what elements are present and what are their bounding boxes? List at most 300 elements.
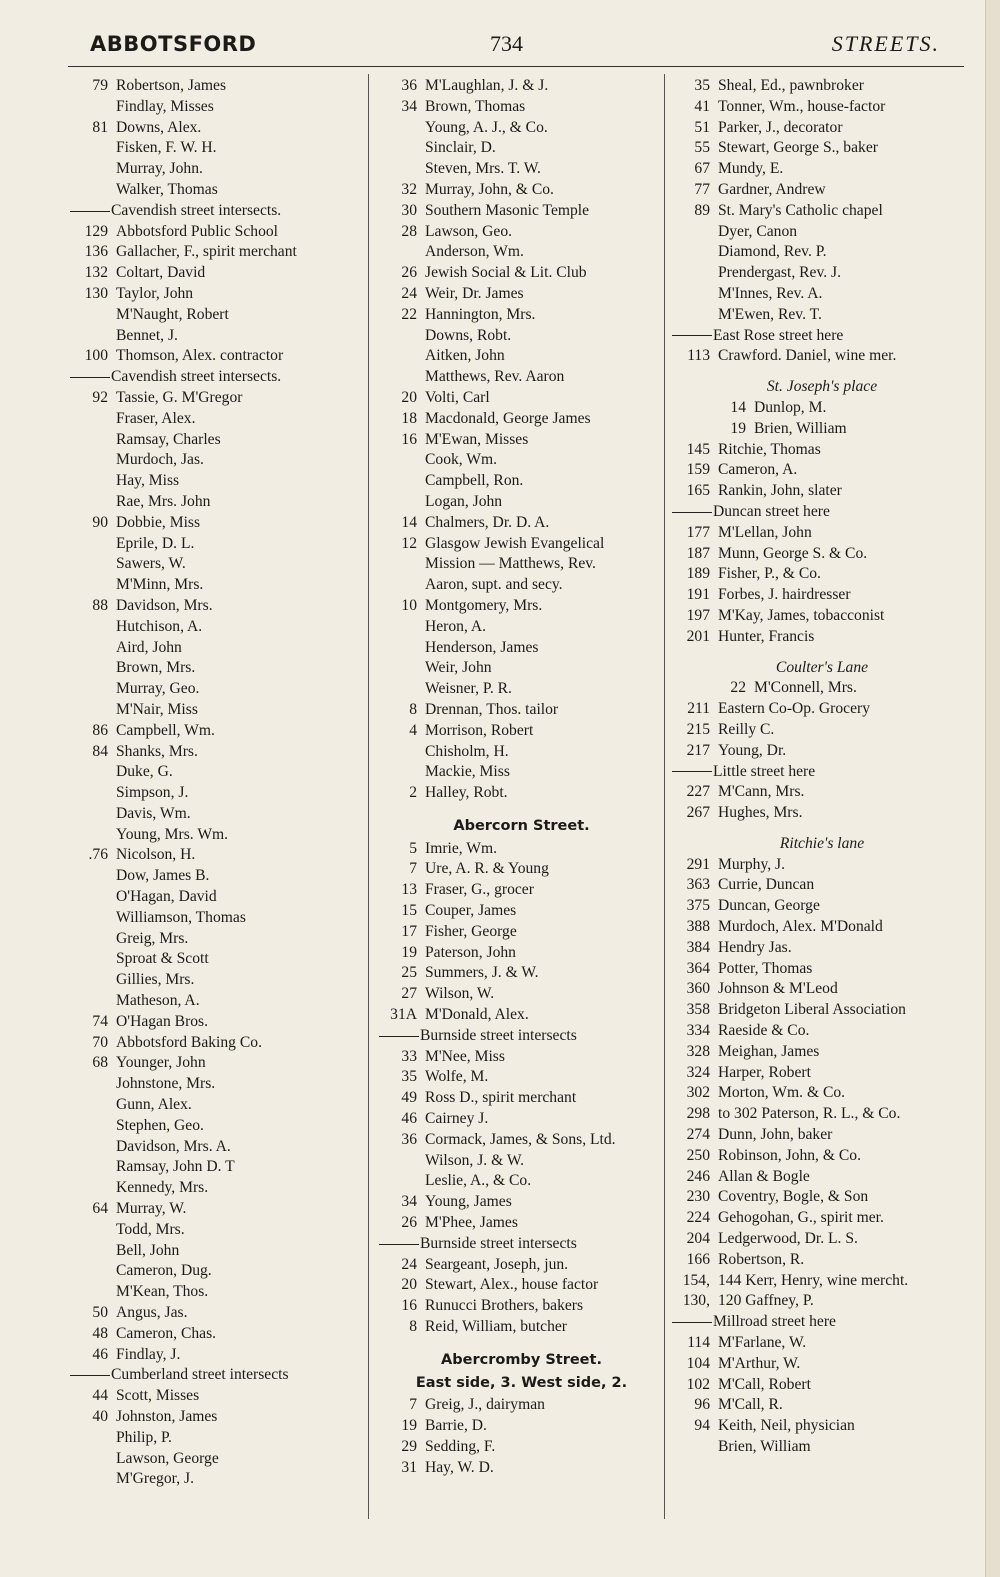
directory-entry <box>379 1317 664 1338</box>
house-number: 24 <box>401 1255 417 1273</box>
occupant-name: Glasgow Jewish Evangelical <box>425 534 605 552</box>
occupant-name: Paterson, John <box>425 943 516 961</box>
occupant-name: M'Minn, Mrs. <box>116 576 204 594</box>
house-number: 384 <box>686 938 710 956</box>
occupant-name: Todd, Mrs. <box>116 1220 185 1238</box>
house-number: 46 <box>401 1110 417 1128</box>
house-number: 159 <box>686 461 710 479</box>
place-heading: Ritchie's lane <box>779 834 865 852</box>
directory-entry <box>70 825 360 846</box>
occupant-name: Sawers, W. <box>116 555 186 573</box>
directory-entry <box>672 1250 972 1271</box>
house-number <box>70 908 116 929</box>
occupant-name: Coventry, Bogle, & Son <box>718 1188 869 1206</box>
house-number <box>70 970 116 991</box>
house-number: 15 <box>401 902 417 920</box>
directory-entry <box>672 1063 972 1084</box>
directory-entry <box>70 97 360 118</box>
occupant-name: St. Mary's Catholic chapel <box>718 201 883 219</box>
directory-entry <box>70 679 360 700</box>
directory-entry <box>672 1187 972 1208</box>
occupant-name: Morrison, Robert <box>425 721 534 739</box>
directory-entry <box>70 430 360 451</box>
occupant-name: Abbotsford Baking Co. <box>116 1033 262 1051</box>
directory-entry <box>379 118 664 139</box>
directory-entry <box>379 513 664 534</box>
house-number <box>70 1220 116 1241</box>
house-number: 363 <box>686 876 710 894</box>
house-number: 191 <box>686 586 710 604</box>
directory-entry <box>379 839 664 860</box>
directory-entry <box>672 118 972 139</box>
occupant-name: Leslie, A., & Co. <box>425 1172 532 1190</box>
page-header <box>90 30 940 64</box>
directory-entry <box>379 242 664 263</box>
occupant-name: Greig, J., dairyman <box>425 1396 545 1414</box>
directory-entry <box>379 880 664 901</box>
directory-entry <box>672 585 972 606</box>
directory-entry <box>672 481 972 502</box>
house-number <box>70 700 116 721</box>
house-number <box>379 450 425 471</box>
directory-entry <box>70 222 360 243</box>
directory-entry <box>70 1012 360 1033</box>
directory-entry <box>379 534 664 555</box>
house-number: 36 <box>401 77 417 94</box>
house-number <box>70 991 116 1012</box>
occupant-name: Meighan, James <box>718 1042 820 1060</box>
directory-entry <box>70 1220 360 1241</box>
house-number: 41 <box>694 97 710 115</box>
directory-entry <box>672 959 972 980</box>
occupant-name: Wilson, W. <box>425 985 495 1003</box>
occupant-name: Cameron, A. <box>718 461 798 479</box>
directory-entry <box>672 979 972 1000</box>
house-number <box>70 1428 116 1449</box>
directory-entry <box>672 564 972 585</box>
intersection-text: Little street here <box>713 762 816 780</box>
occupant-name: Rankin, John, slater <box>718 482 842 500</box>
directory-entry <box>70 1345 360 1366</box>
house-number: 291 <box>686 855 710 873</box>
occupant-name: Gunn, Alex. <box>116 1096 192 1114</box>
directory-entry <box>70 845 360 866</box>
house-number: 34 <box>401 97 417 115</box>
directory-entry <box>70 991 360 1012</box>
directory-entry <box>70 804 360 825</box>
house-number: 86 <box>92 721 108 739</box>
house-number: 267 <box>686 804 710 822</box>
occupant-name: Campbell, Wm. <box>116 721 215 739</box>
directory-entry <box>70 1095 360 1116</box>
directory-entry <box>379 138 664 159</box>
directory-entry <box>672 1104 972 1125</box>
directory-entry <box>379 76 664 97</box>
occupant-name: M'Connell, Mrs. <box>754 679 857 697</box>
house-number <box>379 346 425 367</box>
house-number <box>70 658 116 679</box>
occupant-name: Young, Dr. <box>718 741 787 759</box>
house-number: 334 <box>686 1022 710 1040</box>
directory-entry <box>379 638 664 659</box>
occupant-name: Hutchison, A. <box>116 617 203 635</box>
occupant-name: Mackie, Miss <box>425 763 510 781</box>
directory-entry <box>672 1375 972 1396</box>
occupant-name: Fisher, George <box>425 922 517 940</box>
occupant-name: Abbotsford Public School <box>116 222 278 240</box>
occupant-name: Seargeant, Joseph, jun. <box>425 1255 569 1273</box>
directory-entry <box>70 471 360 492</box>
directory-entry <box>70 742 360 763</box>
occupant-name: Imrie, Wm. <box>425 839 498 857</box>
directory-entry <box>672 263 972 284</box>
occupant-name: Diamond, Rev. P. <box>718 243 827 261</box>
house-number: 130 <box>84 284 108 302</box>
directory-entry <box>70 617 360 638</box>
house-number: 113 <box>687 347 710 365</box>
occupant-name: M'Farlane, W. <box>718 1334 807 1352</box>
dash-rule <box>672 335 712 336</box>
occupant-name: Stewart, George S., baker <box>718 139 878 157</box>
occupant-name: Young, A. J., & Co. <box>425 118 548 136</box>
house-number: 19 <box>401 943 417 961</box>
house-number: 302 <box>686 1084 710 1102</box>
directory-entry <box>70 1241 360 1262</box>
house-number: 19 <box>730 419 746 437</box>
house-number: 215 <box>686 720 710 738</box>
house-number: 2 <box>409 784 417 802</box>
directory-entry <box>672 1354 972 1375</box>
directory-entry <box>672 1437 972 1458</box>
house-number: 44 <box>92 1387 108 1405</box>
directory-entry <box>70 534 360 555</box>
occupant-name: Murphy, J. <box>718 855 785 873</box>
house-number: 102 <box>686 1375 710 1393</box>
directory-entry <box>379 346 664 367</box>
directory-entry <box>672 138 972 159</box>
occupant-name: Dobbie, Miss <box>116 513 201 531</box>
house-number: 364 <box>686 959 710 977</box>
occupant-name: Eastern Co-Op. Grocery <box>718 700 870 718</box>
occupant-name: M'Gregor, J. <box>116 1470 194 1488</box>
occupant-name: Couper, James <box>425 902 517 920</box>
directory-entry <box>672 460 972 481</box>
directory-entry <box>379 783 664 804</box>
occupant-name: Brown, Thomas <box>425 97 526 115</box>
house-number <box>379 762 425 783</box>
occupant-name: Scott, Misses <box>116 1387 200 1405</box>
house-number: 70 <box>92 1033 108 1051</box>
occupant-name: Williamson, Thomas <box>116 908 246 926</box>
house-number: 14 <box>401 513 417 531</box>
house-number: 46 <box>92 1345 108 1363</box>
directory-entry <box>70 554 360 575</box>
occupant-name: Weisner, P. R. <box>425 680 512 698</box>
house-number: 68 <box>92 1054 108 1072</box>
house-number: 26 <box>401 264 417 282</box>
occupant-name: M'Ewan, Misses <box>425 430 529 448</box>
house-number: 13 <box>401 881 417 899</box>
directory-entry <box>672 97 972 118</box>
directory-entry <box>379 1005 664 1026</box>
house-number: 177 <box>686 523 710 541</box>
occupant-name: Ramsay, John D. T <box>116 1158 235 1176</box>
house-number: 27 <box>401 985 417 1003</box>
header-street-name: ABBOTSFORD <box>90 32 257 56</box>
occupant-name: Aitken, John <box>425 347 505 365</box>
directory-entry <box>70 1199 360 1220</box>
house-number: 20 <box>401 388 417 406</box>
occupant-name: Gallacher, F., spirit merchant <box>116 243 297 261</box>
house-number: 189 <box>686 565 710 583</box>
occupant-name: Sproat & Scott <box>116 950 209 968</box>
occupant-name: Fisken, F. W. H. <box>116 139 217 157</box>
house-number <box>379 1151 425 1172</box>
intersection-text: East Rose street here <box>713 326 844 344</box>
occupant-name: M'Ewen, Rev. T. <box>718 305 822 323</box>
occupant-name: Ledgerwood, Dr. L. S. <box>718 1230 858 1248</box>
dash-rule <box>672 512 712 513</box>
occupant-name: Jewish Social & Lit. Club <box>425 264 587 282</box>
occupant-name: Gehogohan, G., spirit mer. <box>718 1209 884 1227</box>
occupant-name: Johnston, James <box>116 1408 218 1425</box>
house-number <box>70 409 116 430</box>
house-number: 12 <box>401 534 417 552</box>
house-number: 204 <box>686 1230 710 1248</box>
directory-entry <box>379 984 664 1005</box>
occupant-name: Sheal, Ed., pawnbroker <box>718 77 864 94</box>
occupant-name: Cameron, Dug. <box>116 1262 212 1280</box>
directory-entry <box>672 346 972 367</box>
directory-entry <box>70 388 360 409</box>
occupant-name: Sinclair, D. <box>425 139 496 157</box>
house-number <box>672 222 718 243</box>
house-number <box>379 326 425 347</box>
house-number: 36 <box>401 1130 417 1148</box>
directory-entry <box>70 263 360 284</box>
occupant-name: Hannington, Mrs. <box>425 305 536 323</box>
house-number <box>70 492 116 513</box>
occupant-name: Duke, G. <box>116 763 173 781</box>
occupant-name: O'Hagan Bros. <box>116 1012 209 1030</box>
occupant-name: Crawford. Daniel, wine mer. <box>718 347 897 365</box>
directory-entry <box>379 263 664 284</box>
occupant-name: M'Laughlan, J. & J. <box>425 77 549 94</box>
house-number: 8 <box>409 700 417 718</box>
directory-entry <box>70 929 360 950</box>
occupant-name: Murdoch, Jas. <box>116 451 204 469</box>
house-number <box>70 679 116 700</box>
directory-entry <box>379 700 664 721</box>
house-number: 34 <box>401 1193 417 1211</box>
house-number <box>379 492 425 513</box>
occupant-name: Montgomery, Mrs. <box>425 596 543 614</box>
occupant-name: Hay, W. D. <box>425 1458 494 1476</box>
house-number <box>379 617 425 638</box>
occupant-name: Macdonald, George James <box>425 409 591 427</box>
house-number: 197 <box>686 606 710 624</box>
occupant-name: Robinson, John, & Co. <box>718 1146 861 1164</box>
directory-entry <box>672 242 972 263</box>
directory-entry <box>672 1125 972 1146</box>
house-number <box>70 1074 116 1095</box>
directory-entry <box>672 1021 972 1042</box>
directory-entry <box>379 596 664 617</box>
occupant-name: Brien, William <box>754 419 847 437</box>
occupant-name: Johnson & M'Leod <box>718 980 838 998</box>
occupant-name: Brown, Mrs. <box>116 659 196 677</box>
intersection-text: Cavendish street intersects. <box>111 368 282 386</box>
occupant-name: Young, Mrs. Wm. <box>116 825 229 843</box>
house-number: 388 <box>686 918 710 936</box>
directory-entry <box>70 949 360 970</box>
house-number: 16 <box>401 430 417 448</box>
column-divider-2 <box>664 74 665 1519</box>
occupant-name: M'Nair, Miss <box>116 700 198 718</box>
occupant-name: Matheson, A. <box>116 992 200 1010</box>
house-number: 28 <box>401 222 417 240</box>
directory-entry <box>379 492 664 513</box>
directory-entry <box>672 720 972 741</box>
directory-entry <box>379 430 664 451</box>
directory-entry <box>672 180 972 201</box>
dash-rule <box>672 1322 712 1323</box>
house-number: 77 <box>694 180 710 198</box>
house-number <box>672 263 718 284</box>
occupant-name: Campbell, Ron. <box>425 472 524 490</box>
house-number: 130, <box>682 1292 710 1310</box>
directory-entry <box>379 388 664 409</box>
intersection-note <box>672 1312 972 1333</box>
house-number <box>672 284 718 305</box>
house-number: 64 <box>92 1200 108 1218</box>
house-number <box>379 471 425 492</box>
occupant-name: Fisher, P., & Co. <box>718 565 821 583</box>
house-number: 5 <box>409 839 417 857</box>
directory-entry <box>70 1324 360 1345</box>
occupant-name: Dow, James B. <box>116 867 210 885</box>
page-edge <box>985 0 1000 1577</box>
directory-entry <box>379 658 664 679</box>
directory-entry <box>70 721 360 742</box>
directory-entry <box>379 180 664 201</box>
directory-entry <box>379 305 664 326</box>
occupant-name: Steven, Mrs. T. W. <box>425 160 541 178</box>
occupant-name: Gillies, Mrs. <box>116 971 195 989</box>
directory-entry <box>379 1109 664 1130</box>
intersection-note <box>379 1234 664 1255</box>
intersection-note <box>672 502 972 523</box>
house-number: 328 <box>686 1042 710 1060</box>
directory-entry <box>379 762 664 783</box>
occupant-name: M'Call, R. <box>718 1396 783 1414</box>
house-number <box>379 679 425 700</box>
occupant-name: Chalmers, Dr. D. A. <box>425 513 550 531</box>
directory-entry <box>70 970 360 991</box>
occupant-name: M'Nee, Miss <box>425 1047 505 1065</box>
house-number: 298 <box>686 1105 710 1123</box>
directory-entry <box>379 859 664 880</box>
directory-entry <box>70 118 360 139</box>
house-number: 29 <box>401 1438 417 1455</box>
intersection-text: Duncan street here <box>713 502 830 520</box>
occupant-name: Hughes, Mrs. <box>718 804 803 822</box>
directory-entry <box>379 1067 664 1088</box>
directory-entry <box>672 440 972 461</box>
occupant-name: Morton, Wm. & Co. <box>718 1084 846 1102</box>
house-number <box>70 138 116 159</box>
occupant-name: Munn, George S. & Co. <box>718 544 868 562</box>
directory-entry <box>379 1437 664 1458</box>
house-number: 100 <box>84 347 108 365</box>
occupant-name: Volti, Carl <box>425 388 490 406</box>
directory-entry <box>379 1171 664 1192</box>
house-number: 132 <box>84 264 108 282</box>
house-number: 14 <box>730 398 746 416</box>
directory-entry <box>379 450 664 471</box>
house-number: 31 <box>401 1458 417 1476</box>
occupant-name: Ross D., spirit merchant <box>425 1089 577 1107</box>
house-number: 22 <box>730 679 746 697</box>
house-number <box>379 159 425 180</box>
house-number <box>70 326 116 347</box>
directory-entry <box>70 305 360 326</box>
directory-entry <box>379 1192 664 1213</box>
directory-entry <box>379 721 664 742</box>
house-number: 104 <box>686 1354 710 1372</box>
house-number <box>70 1095 116 1116</box>
house-number: .76 <box>88 846 108 864</box>
house-number <box>70 180 116 201</box>
house-number: 51 <box>694 118 710 136</box>
house-number: 31A <box>390 1006 417 1024</box>
occupant-name: Dunlop, M. <box>754 398 827 416</box>
house-number <box>70 1261 116 1282</box>
occupant-name: Allan & Bogle <box>718 1167 810 1185</box>
directory-entry <box>70 783 360 804</box>
directory-entry <box>379 201 664 222</box>
occupant-name: Murray, W. <box>116 1200 187 1218</box>
directory-entry <box>379 1151 664 1172</box>
dash-rule <box>379 1036 419 1037</box>
house-number: 224 <box>686 1209 710 1227</box>
house-number: 114 <box>687 1334 710 1352</box>
house-number <box>70 471 116 492</box>
house-number <box>379 138 425 159</box>
occupant-name: Summers, J. & W. <box>425 964 539 982</box>
house-number: 358 <box>686 1001 710 1019</box>
directory-entry <box>672 284 972 305</box>
directory-entry <box>379 943 664 964</box>
occupant-name: Ure, A. R. & Young <box>425 860 549 878</box>
directory-entry <box>379 1296 664 1317</box>
occupant-name: Potter, Thomas <box>718 959 813 977</box>
occupant-name: M'Kay, James, tobacconist <box>718 606 885 624</box>
occupant-name: Rae, Mrs. John <box>116 492 211 510</box>
occupant-name: Wilson, J. & W. <box>425 1151 525 1169</box>
house-number <box>379 1171 425 1192</box>
directory-entry <box>672 938 972 959</box>
house-number: 375 <box>686 897 710 915</box>
directory-entry <box>672 1395 972 1416</box>
occupant-name: Hunter, Francis <box>718 627 815 645</box>
directory-entry <box>70 762 360 783</box>
house-number <box>70 1241 116 1262</box>
house-number: 230 <box>686 1188 710 1206</box>
directory-entry <box>70 492 360 513</box>
occupant-name: Aird, John <box>116 638 182 656</box>
occupant-name: Raeside & Co. <box>718 1022 810 1040</box>
